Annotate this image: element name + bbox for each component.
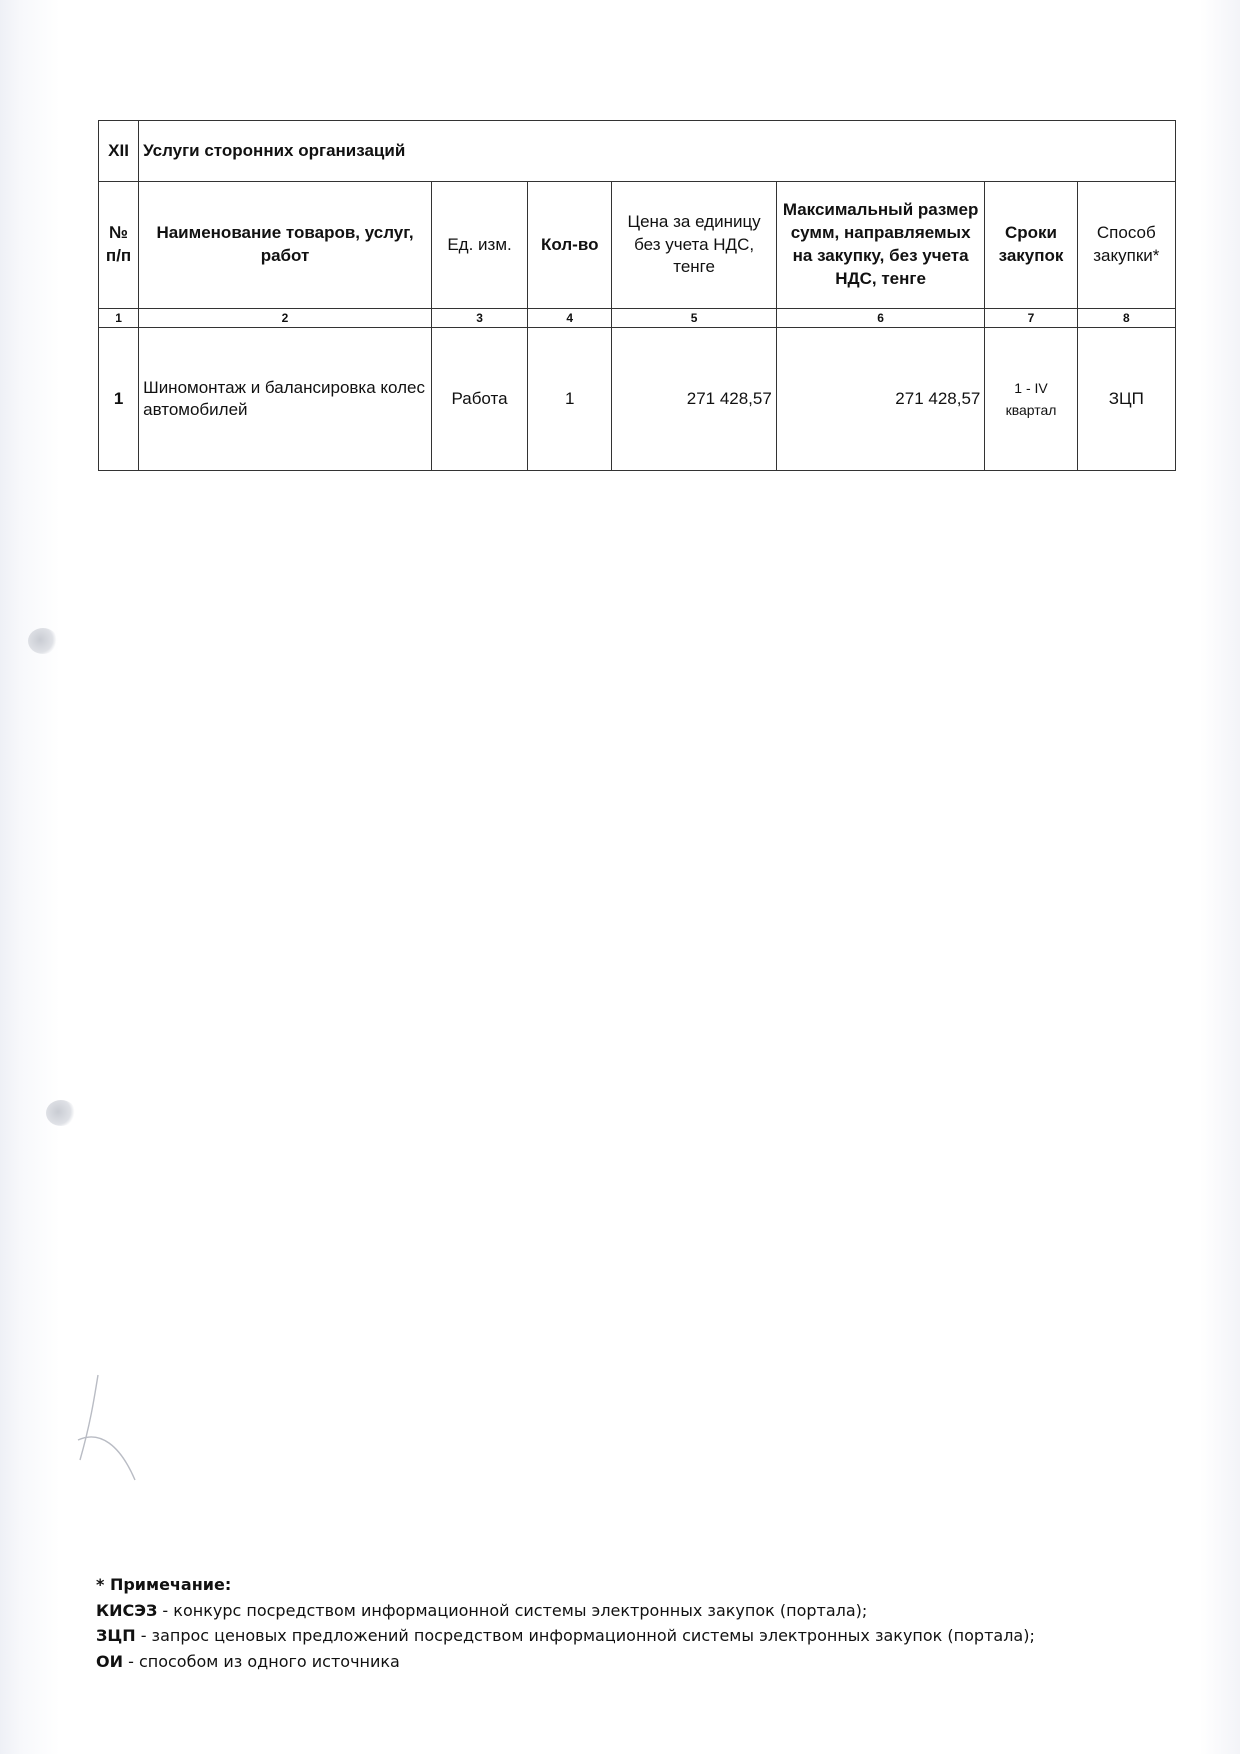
punch-hole-top	[28, 628, 58, 654]
footnote-text: - запрос ценовых предложений посредством информационной системы электронных закупок (портала);	[135, 1626, 1035, 1646]
row-max-sum: 271 428,57	[776, 328, 985, 471]
row-period	[985, 328, 1077, 471]
col-num-7: 7	[985, 309, 1077, 328]
col-num-5: 5	[612, 309, 776, 328]
section-title: Услуги сторонних организаций	[139, 121, 1176, 182]
footnote-item	[96, 1649, 1035, 1675]
col-num-8: 8	[1077, 309, 1175, 328]
row-period-text: 1 - IV квартал	[1005, 379, 1057, 418]
col-num-1: 1	[99, 309, 139, 328]
col-header-unit: Ед. изм.	[431, 182, 527, 309]
pen-stroke-mark	[60, 1370, 170, 1490]
col-header-unit-price: Цена за единицу без учета НДС, тенге	[612, 182, 776, 309]
section-header-row	[99, 121, 1176, 182]
table-row	[99, 328, 1176, 471]
col-header-max-sum: Максимальный размер сумм, направляемых на закупку, без учета НДС, тенге	[776, 182, 985, 309]
footnote-abbr: ОИ	[96, 1651, 123, 1671]
punch-hole-bottom	[46, 1100, 76, 1126]
column-number-row	[99, 309, 1176, 328]
footnote-text: - конкурс посредством информационной системы электронных закупок (портала);	[157, 1600, 868, 1620]
footnote-item	[96, 1623, 1035, 1649]
row-number: 1	[99, 328, 139, 471]
col-header-quantity: Кол-во	[528, 182, 612, 309]
row-unit-price: 271 428,57	[612, 328, 776, 471]
col-num-3: 3	[431, 309, 527, 328]
col-num-6: 6	[776, 309, 985, 328]
row-unit: Работа	[431, 328, 527, 471]
footnote-abbr: ЗЦП	[96, 1626, 136, 1646]
row-method: ЗЦП	[1077, 328, 1175, 471]
col-num-4: 4	[528, 309, 612, 328]
row-quantity: 1	[528, 328, 612, 471]
footnote-text: - способом из одного источника	[123, 1651, 400, 1671]
footnote-item	[96, 1598, 1035, 1624]
col-header-name: Наименование товаров, услуг, работ	[139, 182, 432, 309]
procurement-table	[98, 120, 1176, 471]
col-header-period: Сроки закупок	[985, 182, 1077, 309]
footnote	[96, 1572, 1035, 1674]
footnote-title: * Примечание:	[96, 1575, 232, 1594]
col-header-method: Способ закупки*	[1077, 182, 1175, 309]
col-num-2: 2	[139, 309, 432, 328]
section-number: XII	[99, 121, 139, 182]
row-item-name: Шиномонтаж и балансировка колес автомобилей	[139, 328, 432, 471]
col-header-number: № п/п	[99, 182, 139, 309]
column-header-row	[99, 182, 1176, 309]
footnote-abbr: КИСЭЗ	[96, 1600, 158, 1620]
